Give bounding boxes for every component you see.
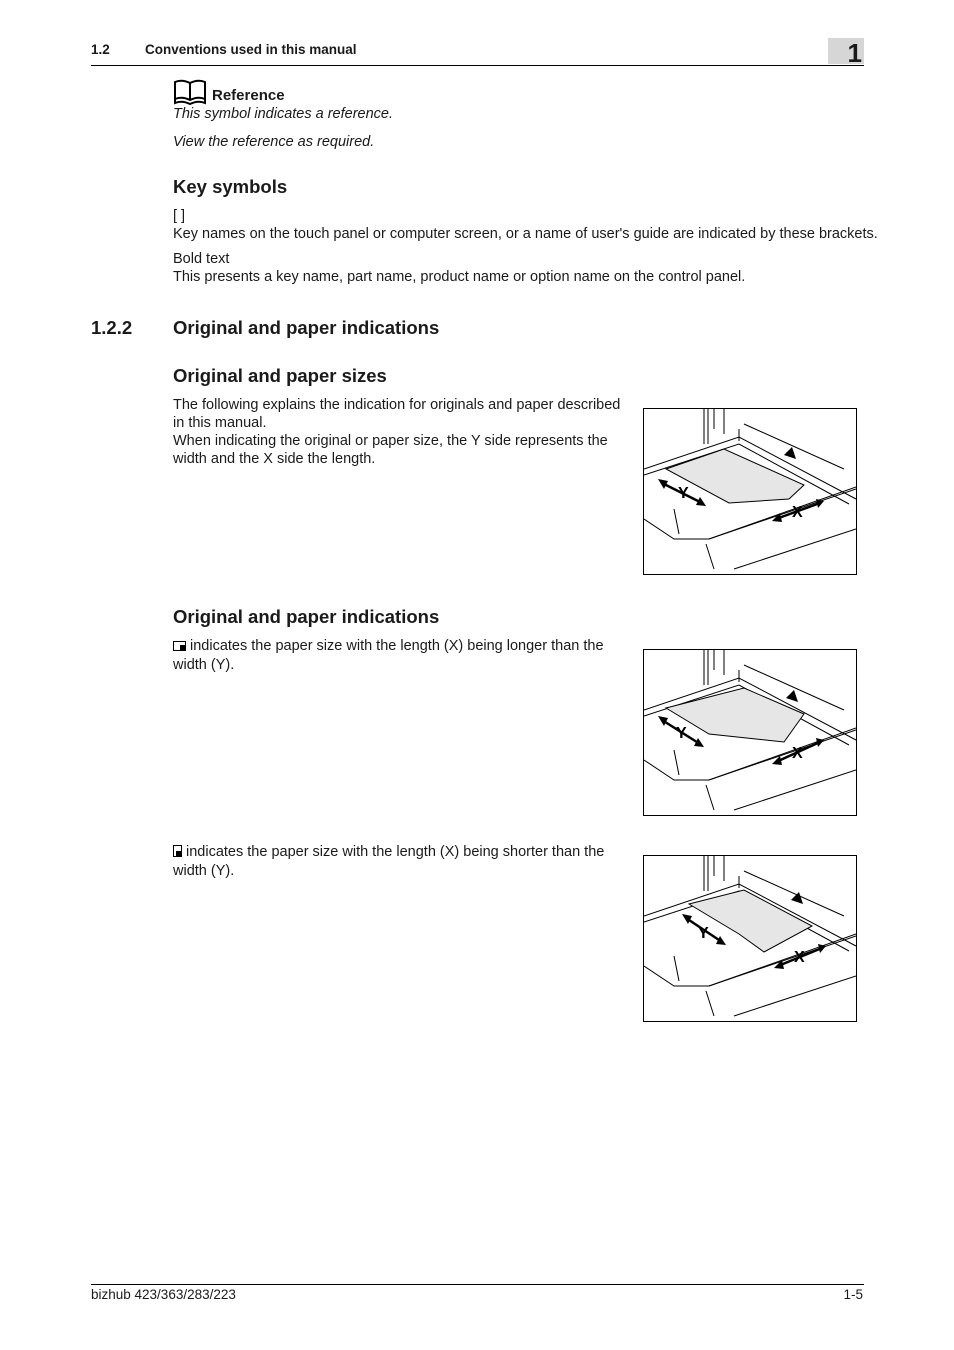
brackets-description: Key names on the touch panel or computer screen, or a name of user's guide are indicated by these brackets. — [173, 226, 878, 242]
portrait-indication-text — [173, 843, 628, 880]
x-label: X — [794, 949, 805, 966]
key-symbols-heading: Key symbols — [173, 176, 288, 197]
x-label: X — [792, 745, 803, 762]
footer-model: bizhub 423/363/283/223 — [91, 1287, 236, 1302]
section-title: Original and paper indications — [173, 317, 440, 338]
reference-line-1: This symbol indicates a reference. — [173, 106, 394, 122]
footer-rule — [91, 1284, 864, 1285]
portrait-indication-desc: indicates the paper size with the length (X) being shorter than the width (Y). — [173, 844, 605, 879]
sizes-paragraph-2: When indicating the original or paper size, the Y side represents the width and the X side the length. — [173, 433, 608, 467]
footer-page-number: 1-5 — [843, 1287, 863, 1302]
bold-text-description: This presents a key name, part name, product name or option name on the control panel. — [173, 269, 746, 285]
header-rule — [91, 65, 864, 66]
paper-size-illustration — [644, 409, 856, 574]
landscape-illustration — [644, 650, 856, 815]
chapter-number-badge: 1 — [828, 38, 864, 64]
portrait-figure — [643, 855, 857, 1022]
reference-label: Reference — [212, 87, 285, 104]
portrait-illustration — [644, 856, 856, 1021]
x-label: X — [792, 504, 803, 521]
y-label: Y — [678, 485, 689, 502]
sizes-heading: Original and paper sizes — [173, 365, 387, 386]
landscape-indication-desc: indicates the paper size with the length (X) being longer than the width (Y). — [173, 638, 604, 673]
landscape-indication-text — [173, 637, 628, 674]
paper-size-figure — [643, 408, 857, 575]
reference-book-icon — [173, 79, 207, 105]
portrait-paper-icon — [173, 844, 182, 862]
bold-text-label: Bold text — [173, 251, 230, 267]
y-label: Y — [676, 725, 687, 742]
indications-heading: Original and paper indications — [173, 606, 440, 627]
sizes-paragraph-1: The following explains the indication for originals and paper described in this manual. — [173, 397, 621, 431]
y-label: Y — [698, 925, 709, 942]
reference-line-2: View the reference as required. — [173, 134, 375, 150]
landscape-paper-icon — [173, 638, 186, 656]
header-section-title: Conventions used in this manual — [145, 42, 357, 57]
header-section-number: 1.2 — [91, 42, 110, 57]
brackets-symbol: [ ] — [173, 208, 186, 224]
section-number: 1.2.2 — [91, 317, 133, 338]
landscape-figure — [643, 649, 857, 816]
